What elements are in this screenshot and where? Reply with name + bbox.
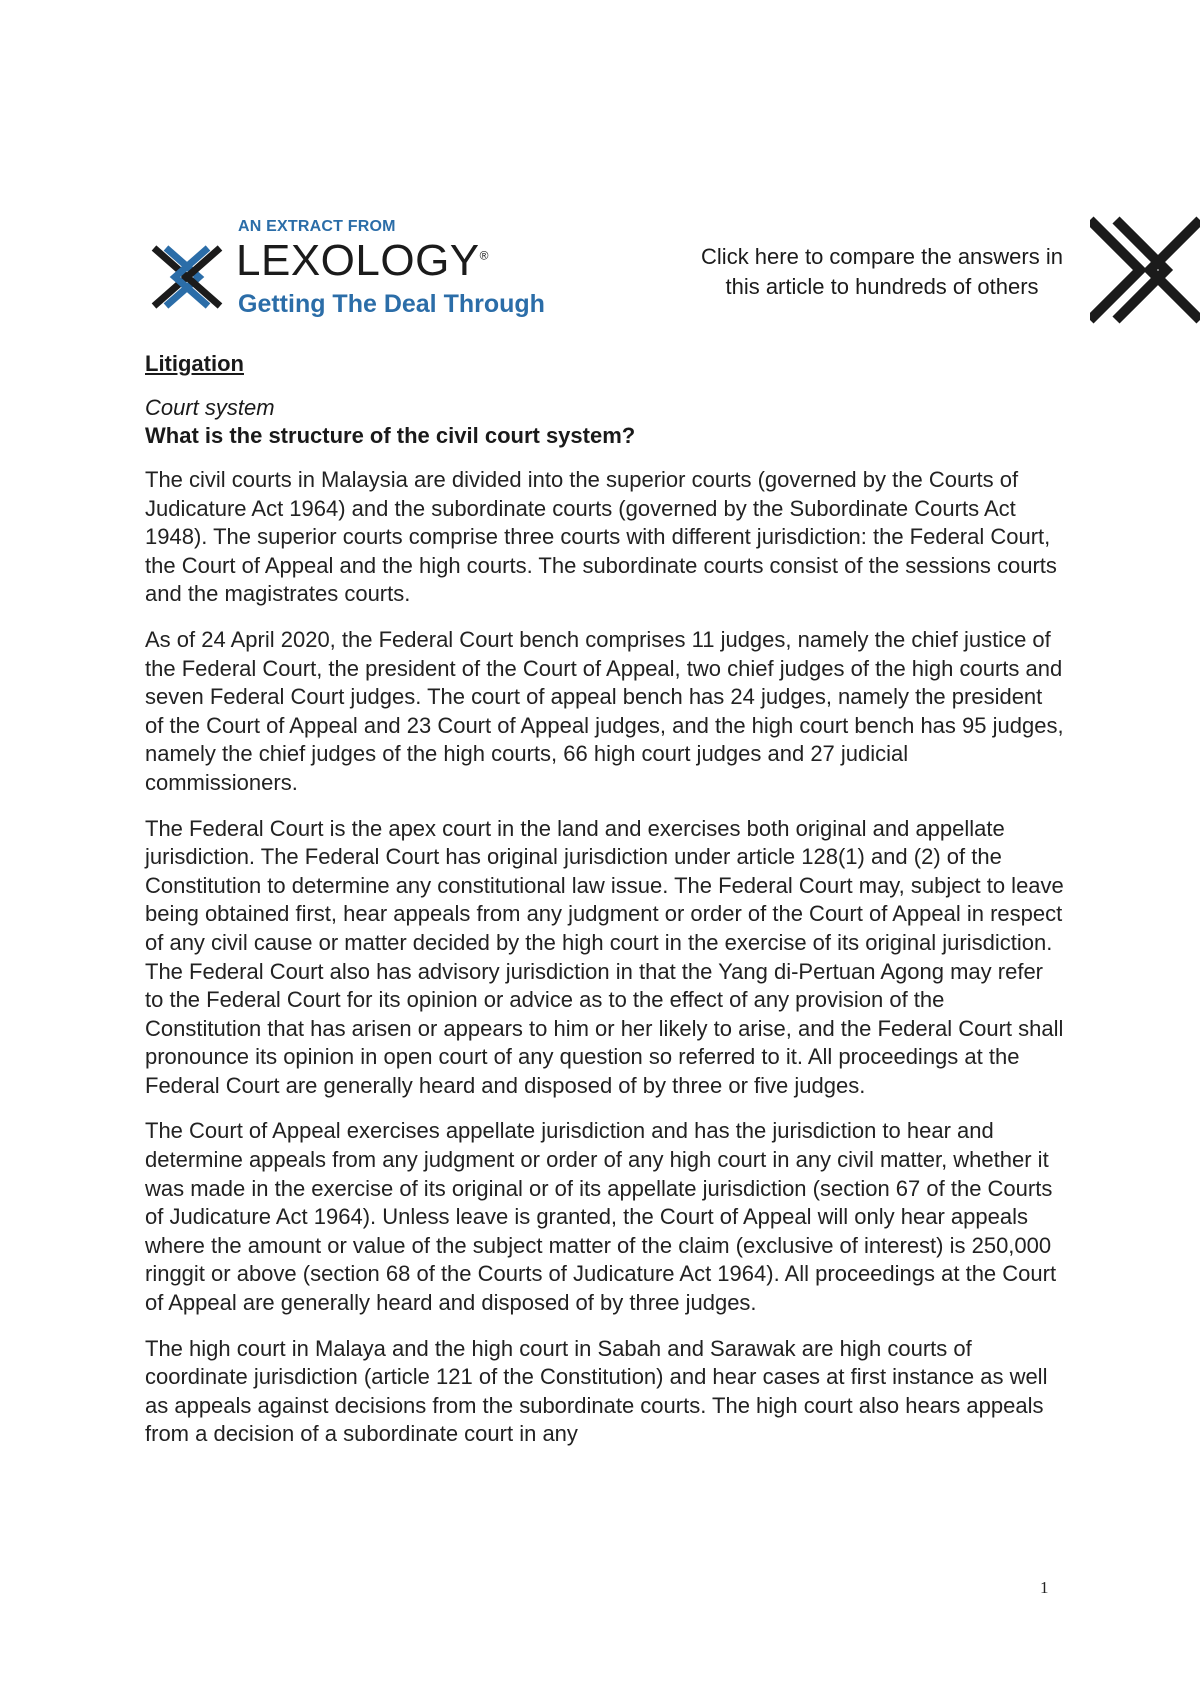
paragraph: As of 24 April 2020, the Federal Court bench comprises 11 judges, namely the chief justice of the Federal Court, the president of the Court of Appeal, two chief judges of the high courts and seven Federal Court judges. The court of appeal bench has 24 judges, namely the president of the Court of Appeal and 23 Court of Appeal judges, and the high court bench has 95 judges, namely the chief judges of the high courts, 66 high court judges and 27 judicial commissioners. (145, 626, 1064, 795)
compare-link-line2: this article to hundreds of others (725, 274, 1039, 299)
logo-tagline: Getting The Deal Through (238, 290, 545, 318)
logo-extract-label: AN EXTRACT FROM (238, 218, 396, 235)
paragraph: The civil courts in Malaysia are divided into the superior courts (governed by the Courts of Judicature Act 1964) and the subordinate courts (governed by the Subordinate Courts Act 1948). The superior courts comprise three courts with different jurisdiction: the Federal Court, the Court of Appeal and the high courts. The subordinate courts consist of the sessions courts and the magistrates courts. (145, 467, 1057, 607)
question-heading: What is the structure of the civil court system? (145, 423, 636, 448)
paragraph: The Court of Appeal exercises appellate jurisdiction and has the jurisdiction to hear and determine appeals from any judgment or order of any high court in any civil matter, whether it was made in the exercise of its original or of its appellate jurisdiction (section 67 of the Courts of Judicature Act 1964). Unless leave is granted, the Court of Appeal will only hear appeals where the amount or value of the subject matter of the claim (exclusive of interest) is 250,000 ringgit or above (section 68 of the Courts of Judicature Act 1964). All proceedings at the Court of Appeal are generally heard and disposed of by three judges. (145, 1118, 1057, 1316)
page-number: 1 (1040, 1578, 1049, 1597)
lexology-x-corner-icon[interactable] (1090, 216, 1200, 324)
logo-brand-name: LEXOLOGY® (236, 236, 490, 285)
compare-link-line1: Click here to compare the answers in (701, 244, 1063, 269)
section-title: Litigation (145, 351, 244, 376)
lexology-logo (150, 216, 550, 326)
subsection-title: Court system (145, 395, 275, 420)
article-body (145, 350, 1065, 1466)
registered-mark: ® (479, 248, 490, 263)
paragraph: The Federal Court is the apex court in the land and exercises both original and appellate jurisdiction. The Federal Court has original jurisdiction under article 128(1) and (2) of the Constitution to determine any constitutional law issue. The Federal Court may, subject to leave being obtained first, hear appeals from any judgment or order of the Court of Appeal in respect of any civil cause or matter decided by the high court in the exercise of its original jurisdiction. The Federal Court also has advisory jurisdiction in that the Yang di-Pertuan Agong may refer to the Federal Court for its opinion or advice as to the effect of any provision of the Constitution that has arisen or appears to him or her likely to arise, and the Federal Court shall pronounce its opinion in open court of any question so referred to it. All proceedings at the Federal Court are generally heard and disposed of by three or five judges. (145, 815, 1064, 1098)
compare-answers-link[interactable] (672, 242, 1092, 302)
lexology-x-logo-icon (150, 242, 224, 312)
paragraph: The high court in Malaya and the high court in Sabah and Sarawak are high courts of coordinate jurisdiction (article 121 of the Constitution) and hear cases at first instance as well as appeals against decisions from the subordinate courts. The high court also hears appeals from a decision of a subordinate court in any (145, 1335, 1048, 1447)
